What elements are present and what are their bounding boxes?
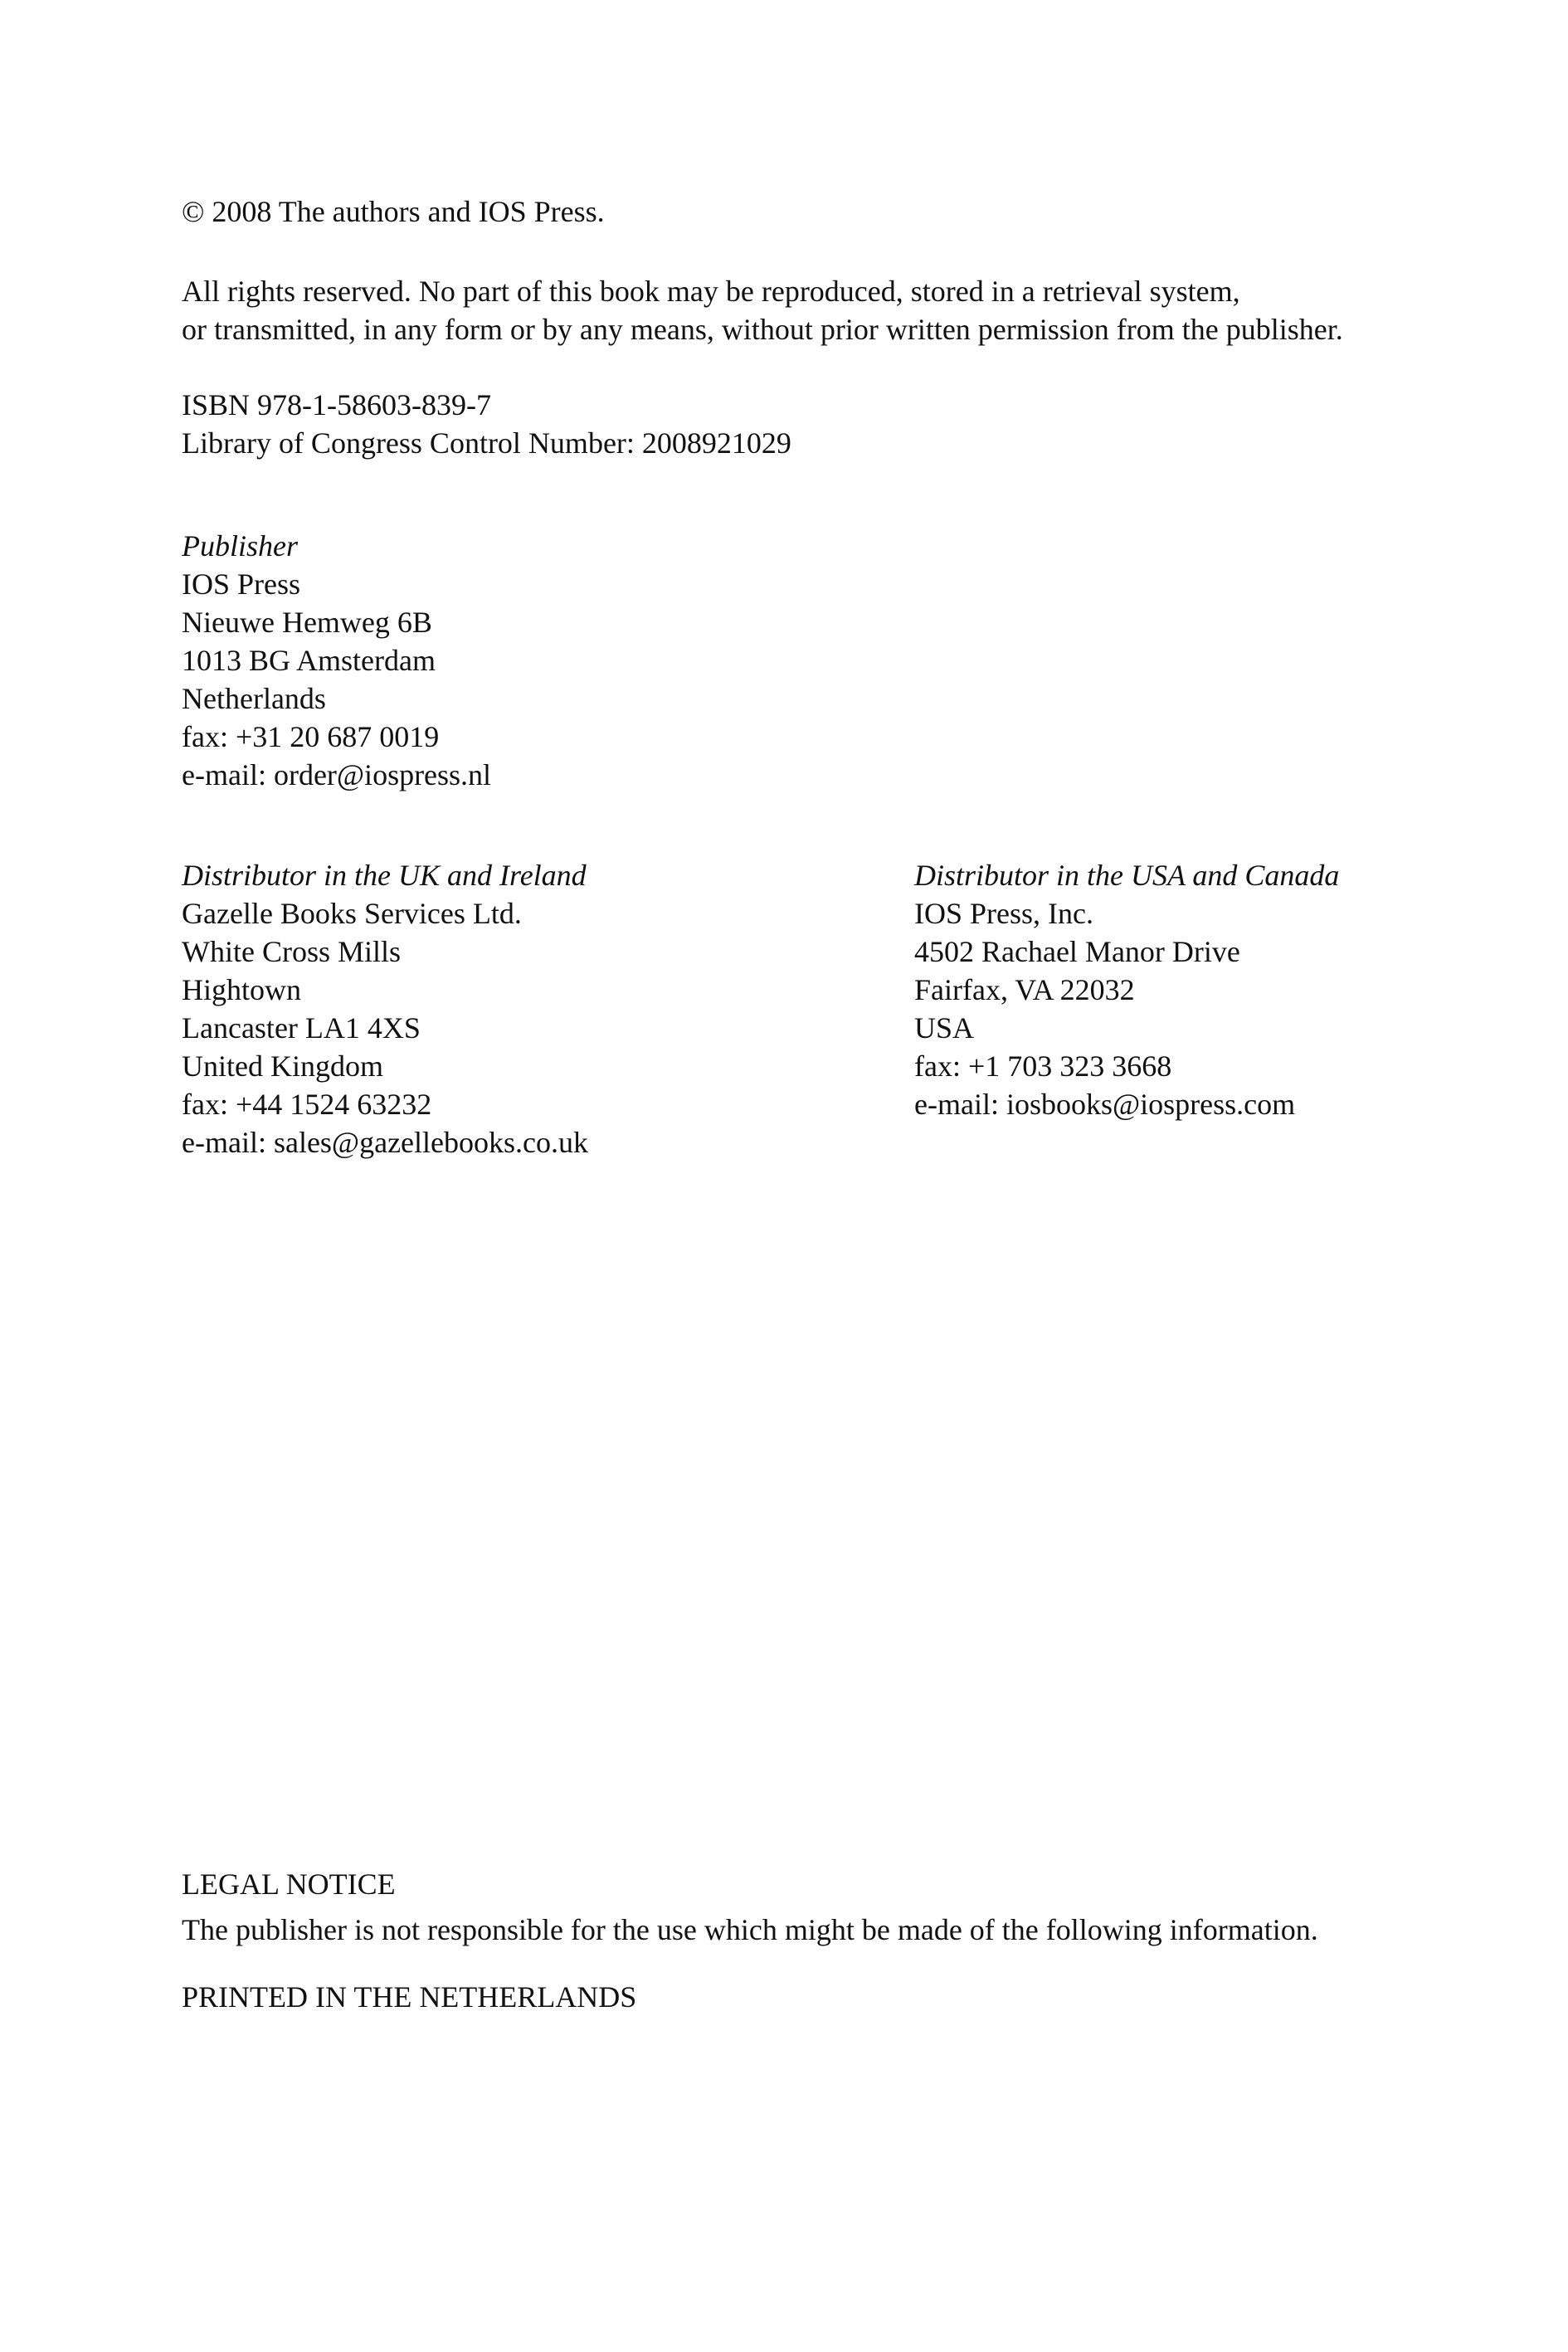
distributor-usa-fax: fax: +1 703 323 3668 <box>914 1049 1172 1083</box>
publisher-email: e-mail: order@iospress.nl <box>182 758 492 791</box>
publisher-line: 1013 BG Amsterdam <box>182 644 436 677</box>
publisher-fax: fax: +31 20 687 0019 <box>182 720 440 753</box>
distributor-usa-address <box>914 856 1339 1123</box>
isbn-line: ISBN 978-1-58603-839-7 <box>182 388 491 421</box>
distributor-uk-line: Gazelle Books Services Ltd. <box>182 897 522 930</box>
distributor-usa-heading: Distributor in the USA and Canada <box>914 859 1340 892</box>
distributor-usa-email: e-mail: iosbooks@iospress.com <box>914 1088 1296 1121</box>
rights-line-2: or transmitted, in any form or by any means, without prior written permission from the publisher. <box>182 313 1343 346</box>
rights-line-1: All rights reserved. No part of this book may be reproduced, stored in a retrieval system, <box>182 275 1240 308</box>
legal-notice-text-block <box>182 1911 1318 1949</box>
legal-notice-heading-block <box>182 1865 396 1903</box>
publisher-line: IOS Press <box>182 567 301 601</box>
publisher-address <box>182 527 491 794</box>
distributor-uk-line: White Cross Mills <box>182 935 402 968</box>
rights-statement <box>182 272 1343 348</box>
distributor-usa-line: 4502 Rachael Manor Drive <box>914 935 1240 968</box>
copyright-line: © 2008 The authors and IOS Press. <box>182 195 605 228</box>
printed-in-block <box>182 1978 636 2016</box>
distributor-uk-fax: fax: +44 1524 63232 <box>182 1088 432 1121</box>
distributor-uk-address <box>182 856 588 1161</box>
copyright-notice <box>182 192 605 231</box>
legal-notice-text: The publisher is not responsible for the use which might be made of the following information. <box>182 1913 1318 1946</box>
publisher-line: Netherlands <box>182 682 326 715</box>
distributor-uk-heading: Distributor in the UK and Ireland <box>182 859 587 892</box>
isbn-block <box>182 386 791 462</box>
distributor-uk-line: Lancaster LA1 4XS <box>182 1011 421 1045</box>
distributor-usa-line: IOS Press, Inc. <box>914 897 1093 930</box>
printed-in-line: PRINTED IN THE NETHERLANDS <box>182 1980 637 2014</box>
distributor-uk-email: e-mail: sales@gazellebooks.co.uk <box>182 1126 588 1159</box>
publisher-line: Nieuwe Hemweg 6B <box>182 606 432 639</box>
publisher-heading: Publisher <box>182 529 298 562</box>
legal-notice-heading: LEGAL NOTICE <box>182 1867 396 1901</box>
distributor-usa-line: USA <box>914 1011 975 1045</box>
lccn-line: Library of Congress Control Number: 2008921029 <box>182 426 791 460</box>
distributor-uk-line: Hightown <box>182 973 301 1006</box>
distributor-usa-line: Fairfax, VA 22032 <box>914 973 1135 1006</box>
distributor-uk-line: United Kingdom <box>182 1049 383 1083</box>
